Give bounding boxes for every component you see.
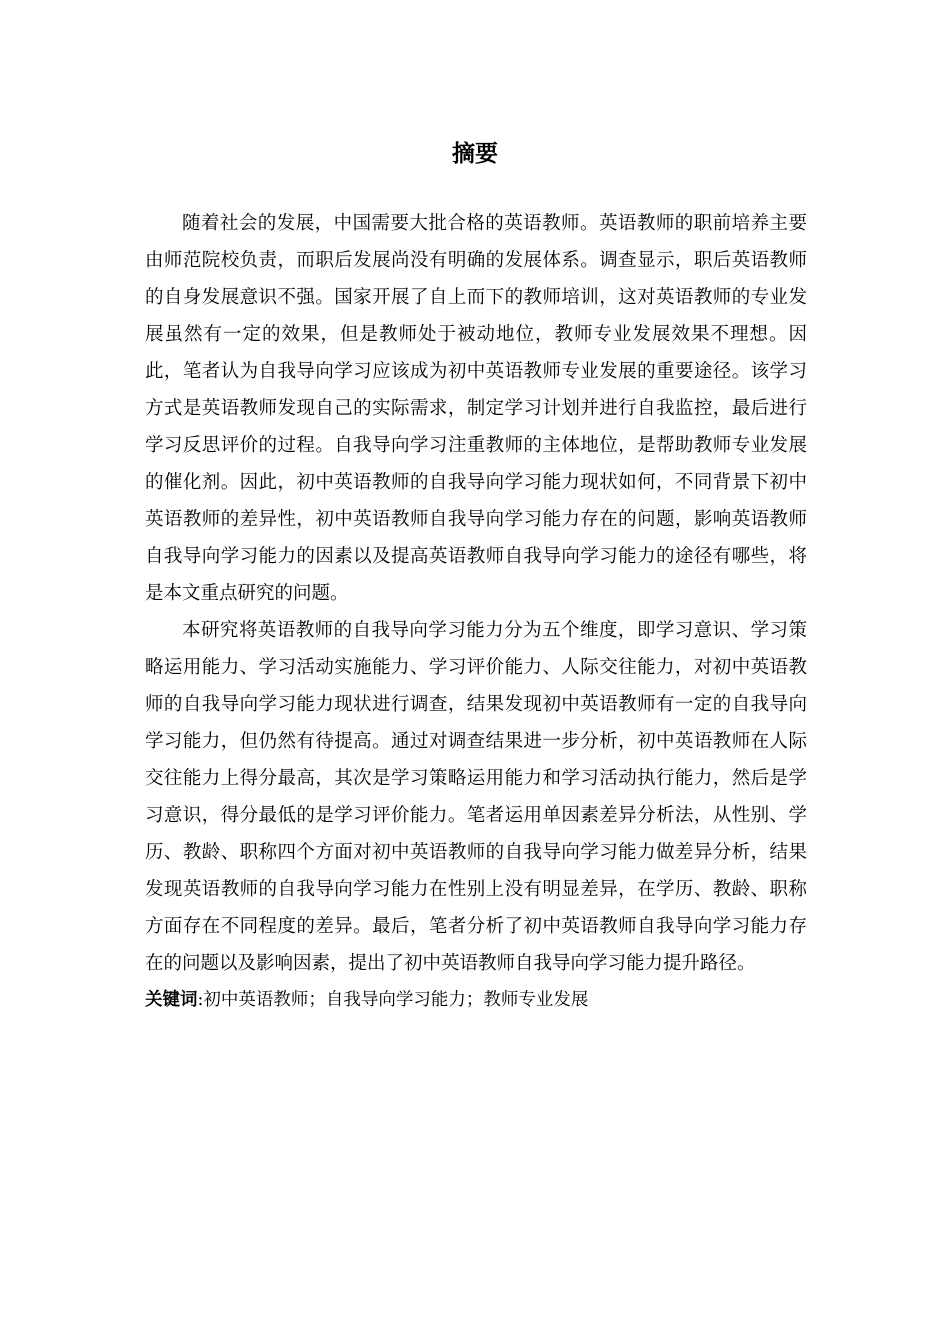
abstract-paragraph-2: 本研究将英语教师的自我导向学习能力分为五个维度，即学习意识、学习策略运用能力、学习活动实施能力、学习评价能力、人际交往能力，对初中英语教师的自我导向学习能力现状进行调查，结果发现初中英语教师有一定的自我导向学习能力，但仍然有待提高。通过对调查结果进一步分析，初中英语教师在人际交往能力上得分最高，其次是学习策略运用能力和学习活动执行能力，然后是学习意识，得分最低的是学习评价能力。笔者运用单因素差异分析法，从性别、学历、教龄、职称四个方面对初中英语教师的自我导向学习能力做差异分析，结果发现英语教师的自我导向学习能力在性别上没有明显差异，在学历、教龄、职称方面存在不同程度的差异。最后，笔者分析了初中英语教师自我导向学习能力存在的问题以及影响因素，提出了初中英语教师自我导向学习能力提升路径。: [145, 620, 807, 974]
keywords-separator: :: [197, 990, 204, 1010]
abstract-title: 摘要: [452, 141, 498, 167]
keywords-text: 初中英语教师；自我导向学习能力；教师专业发展: [203, 990, 589, 1010]
abstract-paragraph-1: 随着社会的发展，中国需要大批合格的英语教师。英语教师的职前培养主要由师范院校负责，而职后发展尚没有明确的发展体系。调查显示，职后英语教师的自身发展意识不强。国家开展了自上而下的教师培训，这对英语教师的专业发展虽然有一定的效果，但是教师处于被动地位，教师专业发展效果不理想。因此，笔者认为自我导向学习应该成为初中英语教师专业发展的重要途径。该学习方式是英语教师发现自己的实际需求，制定学习计划并进行自我监控，最后进行学习反思评价的过程。自我导向学习注重教师的主体地位，是帮助教师专业发展的催化剂。因此，初中英语教师的自我导向学习能力现状如何，不同背景下初中英语教师的差异性，初中英语教师自我导向学习能力存在的问题，影响英语教师自我导向学习能力的因素以及提高英语教师自我导向学习能力的途径有哪些，将是本文重点研究的问题。: [145, 213, 807, 604]
abstract-body: [145, 205, 807, 1019]
keywords-line: [145, 982, 807, 1019]
keywords-label: 关键词: [145, 990, 198, 1010]
